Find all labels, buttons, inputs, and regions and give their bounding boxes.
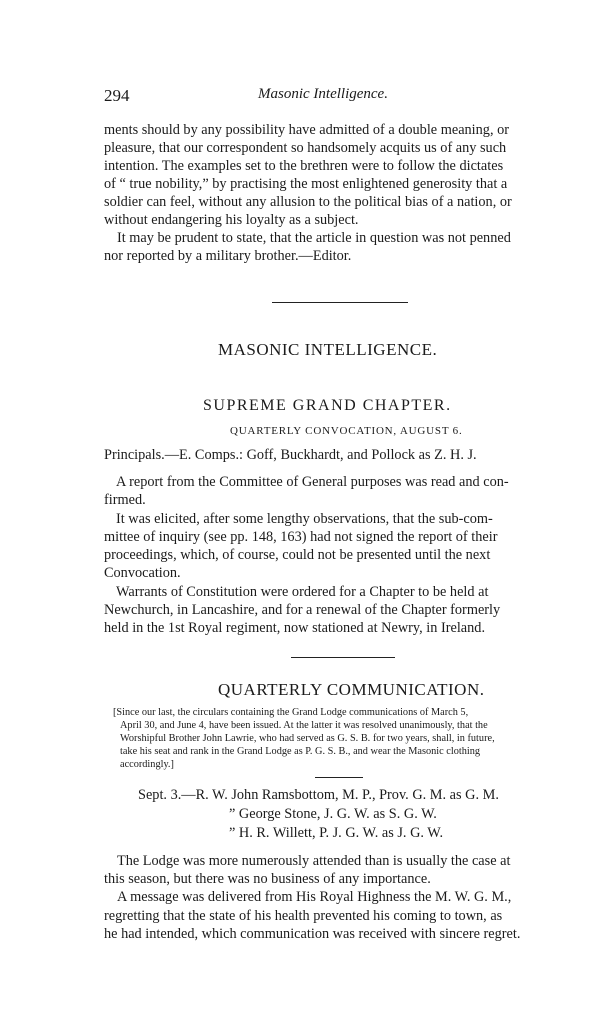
officer-line: ” H. R. Willett, P. J. G. W. as J. G. W. xyxy=(229,825,444,841)
editorial-line: pleasure, that our correspondent so handsomely acquits us of any such xyxy=(104,140,507,156)
communication-title: QUARTERLY COMMUNICATION. xyxy=(218,680,485,699)
editorial-line: ments should by any possibility have admitted of a double meaning, or xyxy=(104,122,510,138)
section-divider xyxy=(272,302,408,303)
chapter-line: Newchurch, in Lancashire, and for a renewal of the Chapter formerly xyxy=(104,602,501,618)
chapter-line: mittee of inquiry (see pp. 148, 163) had not signed the report of their xyxy=(104,529,498,545)
editorial-line: of “ true nobility,” by practising the most enlightened generosity that a xyxy=(104,176,508,192)
body-line: he had intended, which communication was received with sincere regret. xyxy=(104,926,521,942)
chapter-subtitle: QUARTERLY CONVOCATION, AUGUST 6. xyxy=(230,425,463,437)
chapter-line: Convocation. xyxy=(104,565,181,581)
body-line: this season, but there was no business of any importance. xyxy=(104,871,431,887)
page-header xyxy=(104,86,564,108)
note-line: accordingly.] xyxy=(120,759,174,770)
officer-line: ” George Stone, J. G. W. as S. G. W. xyxy=(229,806,437,822)
chapter-line: Warrants of Constitution were ordered for a Chapter to be held at xyxy=(116,584,489,600)
chapter-line: firmed. xyxy=(104,492,146,508)
chapter-line: A report from the Committee of General purposes was read and con- xyxy=(116,474,509,490)
chapter-line: held in the 1st Royal regiment, now stationed at Newry, in Ireland. xyxy=(104,620,486,636)
section-title: MASONIC INTELLIGENCE. xyxy=(218,340,438,359)
chapter-line: proceedings, which, of course, could not be presented until the next xyxy=(104,547,491,563)
note-line: [Since our last, the circulars containing the Grand Lodge communications of March 5, xyxy=(113,707,469,718)
note-line: Worshipful Brother John Lawrie, who had served as G. S. B. for two years, shall, in future, xyxy=(120,733,495,744)
body-line: The Lodge was more numerously attended than is usually the case at xyxy=(117,853,511,869)
officer-line: Sept. 3.—R. W. John Ramsbottom, M. P., Prov. G. M. as G. M. xyxy=(138,787,499,803)
chapter-line: It was elicited, after some lengthy observations, that the sub-com- xyxy=(116,511,493,527)
chapter-title: SUPREME GRAND CHAPTER. xyxy=(203,397,452,414)
body-line: A message was delivered from His Royal Highness the M. W. G. M., xyxy=(117,889,512,905)
note-line: April 30, and June 4, have been issued. At the latter it was resolved unanimously, that the xyxy=(120,720,488,731)
editorial-line: without endangering his loyalty as a subject. xyxy=(104,212,359,228)
page-number: 294 xyxy=(104,86,130,105)
note-divider xyxy=(315,777,363,778)
running-title: Masonic Intelligence. xyxy=(258,86,388,102)
editorial-line: It may be prudent to state, that the article in question was not penned xyxy=(117,230,511,246)
note-line: take his seat and rank in the Grand Lodge as P. G. S. B., and wear the Masonic clothing xyxy=(120,746,481,757)
chapter-line: Principals.—E. Comps.: Goff, Buckhardt, and Pollock as Z. H. J. xyxy=(104,447,477,463)
editorial-line: intention. The examples set to the brethren were to follow the dictates xyxy=(104,158,504,174)
editorial-line: nor reported by a military brother.—Editor. xyxy=(104,248,352,264)
body-line: regretting that the state of his health prevented his coming to town, as xyxy=(104,908,503,924)
section-divider xyxy=(291,657,395,658)
editorial-line: soldier can feel, without any allusion to the political bias of a nation, or xyxy=(104,194,512,210)
